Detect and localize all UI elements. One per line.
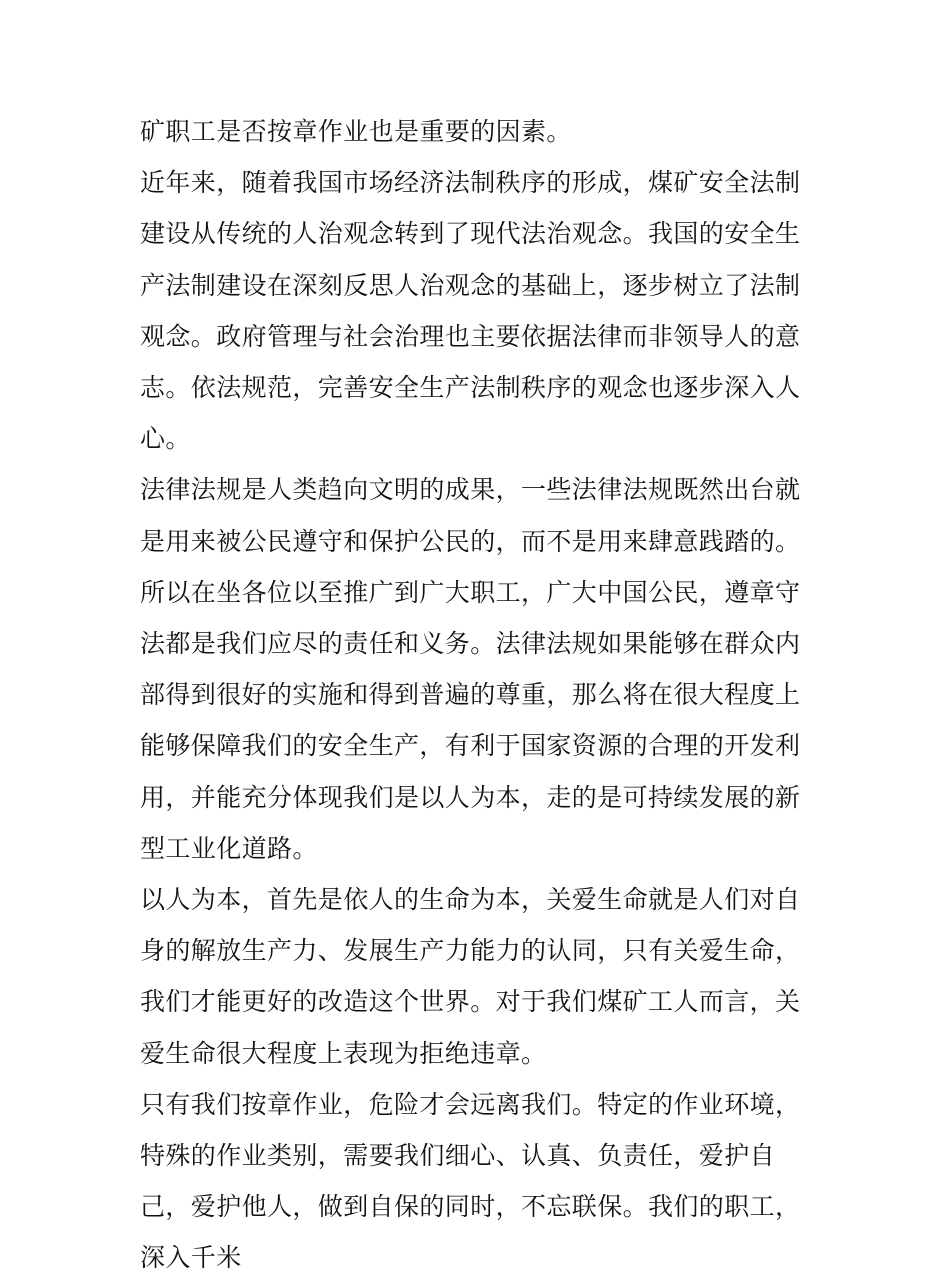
document-body [140, 106, 820, 1284]
paragraph-5: 只有我们按章作业，危险才会远离我们。特定的作业环境，特殊的作业类别，需要我们细心、认真、负责任，爱护自己，爱护他人，做到自保的同时，不忘联保。我们的职工，深入千米 [140, 1089, 801, 1273]
paragraph-1: 矿职工是否按章作业也是重要的因素。 [140, 117, 572, 146]
paragraph-4: 以人为本，首先是依人的生命为本，关爱生命就是人们对自身的解放生产力、发展生产力能力的认同，只有关爱生命，我们才能更好的改造这个世界。对于我们煤矿工人而言，关爱生命很大程度上表现为拒绝违章。 [140, 885, 801, 1068]
paragraph-2: 近年来，随着我国市场经济法制秩序的形成，煤矿安全法制建设从传统的人治观念转到了现代法治观念。我国的安全生产法制建设在深刻反思人治观念的基础上，逐步树立了法制观念。政府管理与社会治理也主要依据法律而非领导人的意志。依法规范，完善安全生产法制秩序的观念也逐步深入人心。 [140, 168, 801, 454]
paragraph-3: 法律法规是人类趋向文明的成果，一些法律法规既然出台就是用来被公民遵守和保护公民的，而不是用来肆意践踏的。所以在坐各位以至推广到广大职工，广大中国公民，遵章守法都是我们应尽的责任和义务。法律法规如果能够在群众内部得到很好的实施和得到普遍的尊重，那么将在很大程度上能够保障我们的安全生产，有利于国家资源的合理的开发利用，并能充分体现我们是以人为本，走的是可持续发展的新型工业化道路。 [140, 475, 801, 863]
